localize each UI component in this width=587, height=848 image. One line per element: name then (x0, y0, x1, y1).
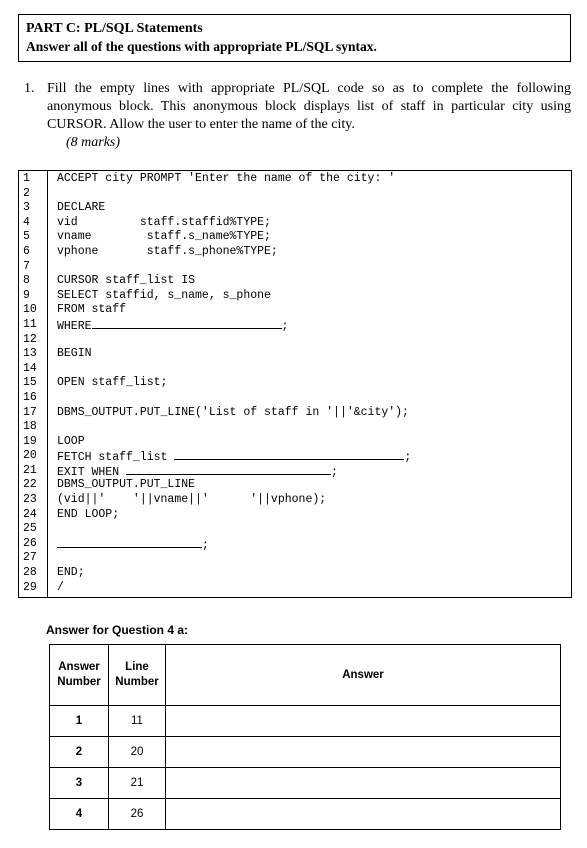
code-content: LOOP (57, 434, 85, 448)
code-content: / (57, 580, 64, 594)
code-line (19, 172, 571, 187)
line-number: 19 (23, 434, 37, 448)
line-number: 26 (23, 536, 37, 550)
code-text (57, 289, 271, 304)
question-marks: (8 marks) (66, 135, 121, 150)
code-terminator: ; (281, 319, 289, 333)
code-content: FROM staff (57, 303, 127, 317)
code-content: EXIT WHEN (57, 465, 127, 479)
line-number: 11 (23, 317, 37, 331)
code-line (19, 216, 571, 231)
table-row (50, 706, 561, 737)
line-number: 23 (23, 493, 37, 507)
line-number: 10 (23, 303, 37, 317)
question-text: Fill the empty lines with appropriate PL/SQL code so as to complete the following anonymous block. This anonymous block displays list of staff in particular city using CURSOR. Allow the user to enter the name of the city. (47, 81, 571, 132)
header-line-number: Line Number (109, 645, 166, 706)
line-number-cell: 11 (109, 706, 166, 737)
line-number: 18 (23, 420, 37, 434)
code-text (57, 406, 409, 421)
code-line (19, 289, 571, 304)
line-number: 14 (23, 361, 37, 375)
line-number: 7 (23, 259, 30, 273)
line-number: 29 (23, 580, 37, 594)
line-number: 17 (23, 405, 37, 419)
code-text (57, 566, 85, 581)
line-number: 22 (23, 478, 37, 492)
code-text (57, 478, 195, 493)
code-line (19, 376, 571, 391)
table-row (50, 737, 561, 768)
code-line (19, 260, 571, 275)
answer-table-header (50, 645, 561, 706)
code-text (57, 230, 271, 245)
code-line (19, 449, 571, 464)
code-content: OPEN staff_list; (57, 376, 168, 390)
code-line (19, 318, 571, 333)
code-line (19, 187, 571, 202)
line-number: 20 (23, 449, 37, 463)
code-content: WHERE (57, 319, 92, 333)
code-content: DBMS_OUTPUT.PUT_LINE (57, 478, 196, 492)
line-number: 27 (23, 551, 37, 565)
code-line (19, 464, 571, 479)
section-instruction: Answer all of the questions with appropriate PL/SQL syntax. (26, 39, 377, 54)
line-number: 13 (23, 347, 37, 361)
answer-cell[interactable] (166, 768, 561, 799)
code-line (19, 391, 571, 406)
code-content: END; (57, 566, 85, 580)
code-content: SELECT staffid, s_name, s_phone (57, 288, 271, 302)
section-header-box (18, 14, 571, 62)
code-content: vphone staff.s_phone%TYPE; (57, 244, 278, 258)
code-line (19, 493, 571, 508)
line-number: 15 (23, 376, 37, 390)
code-content: DECLARE (57, 201, 106, 215)
code-content: vid staff.staffid%TYPE; (57, 215, 271, 229)
code-content: ACCEPT city PROMPT 'Enter the name of the city: ' (57, 172, 396, 185)
header-answer-number: Answer Number (50, 645, 109, 706)
code-content: FETCH staff_list (57, 451, 175, 465)
fill-in-blank[interactable] (126, 464, 331, 475)
code-line (19, 245, 571, 260)
code-line (19, 333, 571, 348)
answer-cell[interactable] (166, 737, 561, 768)
code-text (57, 493, 326, 508)
table-row (50, 799, 561, 830)
line-number: 9 (23, 288, 30, 302)
line-number: 5 (23, 230, 30, 244)
line-number: 12 (23, 332, 37, 346)
answer-number-cell: 2 (50, 737, 109, 768)
code-text (57, 216, 271, 231)
code-line (19, 508, 571, 523)
section-title: PART C: PL/SQL Statements (26, 21, 203, 36)
line-number-cell: 20 (109, 737, 166, 768)
code-line (19, 274, 571, 289)
code-line (19, 581, 571, 596)
code-content: DBMS_OUTPUT.PUT_LINE('List of staff in '||'&city'); (57, 405, 409, 419)
code-line (19, 522, 571, 537)
line-number: 8 (23, 274, 30, 288)
header-answer: Answer (166, 645, 561, 706)
answer-table (49, 644, 561, 830)
code-listing (18, 170, 572, 598)
code-terminator: ; (331, 465, 338, 479)
line-number-cell: 21 (109, 768, 166, 799)
line-number: 3 (23, 201, 30, 215)
code-lines (19, 172, 571, 595)
code-text (57, 581, 64, 596)
answer-number-cell: 4 (50, 799, 109, 830)
line-number: 1 (23, 172, 30, 185)
answer-section-title: Answer for Question 4 a: (46, 623, 189, 637)
code-text (57, 172, 395, 187)
code-line (19, 551, 571, 566)
line-number: 24 (23, 507, 37, 521)
line-number-cell: 26 (109, 799, 166, 830)
line-number: 2 (23, 186, 30, 200)
code-line (19, 201, 571, 216)
fill-in-blank[interactable] (92, 318, 282, 329)
code-content: CURSOR staff_list IS (57, 274, 196, 288)
code-line (19, 420, 571, 435)
code-line (19, 435, 571, 450)
question-1 (18, 80, 571, 152)
code-text (57, 303, 126, 318)
table-row (50, 768, 561, 799)
code-text (57, 376, 167, 391)
line-number: 6 (23, 244, 30, 258)
question-number: 1. (24, 81, 35, 96)
code-line (19, 362, 571, 377)
line-number: 16 (23, 390, 37, 404)
answer-cell[interactable] (166, 706, 561, 737)
line-number: 21 (23, 463, 37, 477)
code-text (57, 508, 119, 523)
line-number: 4 (23, 215, 30, 229)
code-text (57, 201, 105, 216)
fill-in-blank[interactable] (174, 449, 404, 460)
code-terminator: ; (202, 538, 209, 552)
code-text (57, 245, 278, 260)
line-number: 25 (23, 522, 37, 536)
code-content: BEGIN (57, 347, 92, 361)
code-content: vname staff.s_name%TYPE; (57, 230, 271, 244)
code-text (57, 274, 195, 289)
code-line (19, 537, 571, 552)
answer-cell[interactable] (166, 799, 561, 830)
code-line (19, 230, 571, 245)
code-line (19, 347, 571, 362)
line-number: 28 (23, 566, 37, 580)
code-line (19, 406, 571, 421)
code-text (57, 435, 85, 450)
code-line (19, 303, 571, 318)
code-line (19, 566, 571, 581)
code-content: (vid||' '||vname||' '||vphone); (57, 493, 327, 507)
fill-in-blank[interactable] (57, 537, 202, 548)
answer-number-cell: 3 (50, 768, 109, 799)
code-terminator: ; (404, 451, 412, 465)
code-line (19, 478, 571, 493)
code-text (57, 347, 92, 362)
answer-number-cell: 1 (50, 706, 109, 737)
code-content: END LOOP; (57, 507, 120, 521)
